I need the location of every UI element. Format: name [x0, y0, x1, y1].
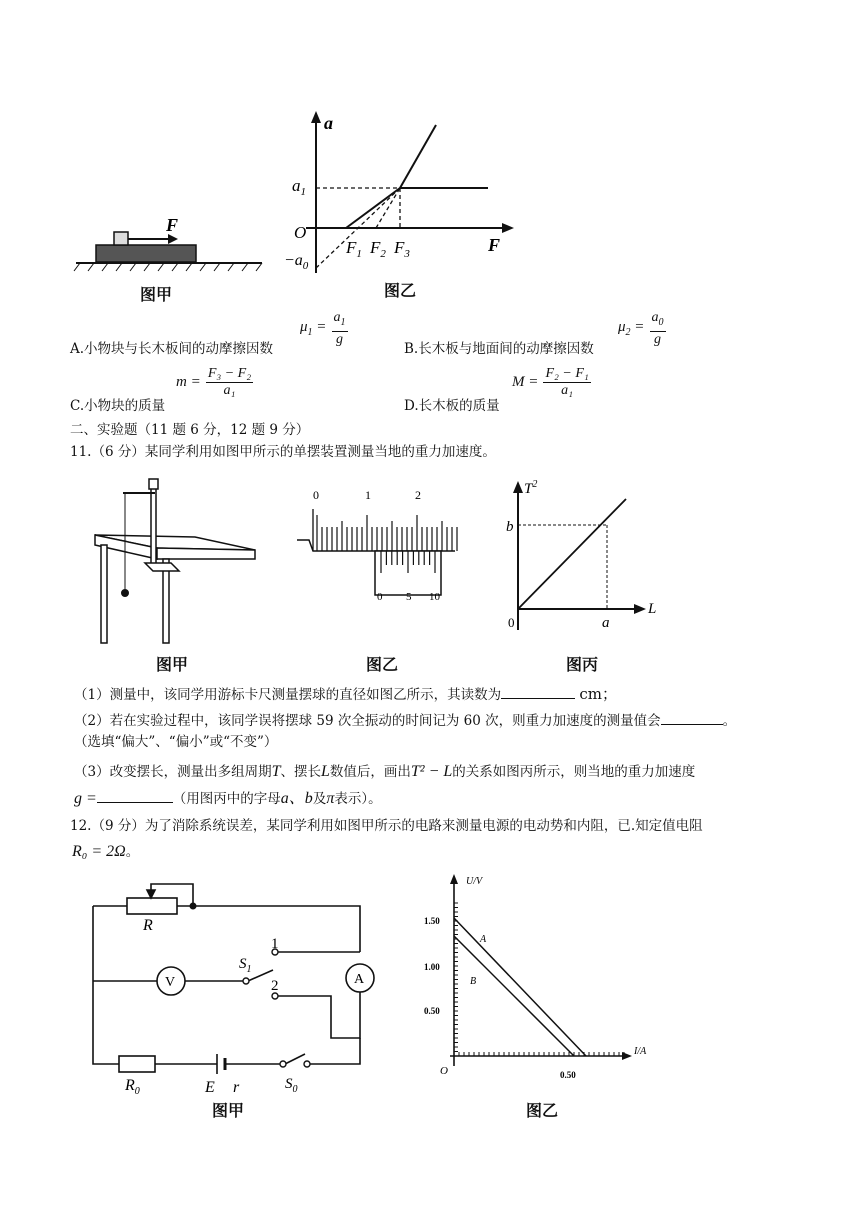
fig-jia-caption: 图甲 [140, 285, 173, 304]
x-axis-arrow [502, 223, 514, 233]
q11-part1: （1）测量中，该同学用游标卡尺测量摆球的直径如图乙所示，其读数为 cm； [74, 685, 618, 703]
q12-r0: R₀ = 2Ω。 [72, 843, 140, 860]
line-B-label: B [470, 976, 477, 987]
s0-pivot-dot [280, 1061, 286, 1067]
stand-clamp [149, 479, 158, 489]
x-axis-label: L [648, 601, 657, 617]
line-B [454, 936, 574, 1056]
q12-fig-yi-caption: 图乙 [526, 1101, 559, 1120]
y-tick-100: 1.00 [424, 962, 440, 972]
q11-part3-line2: g = （用图丙中的字母a、b及π表示）。 [74, 790, 382, 807]
y-axis-arrow [450, 874, 458, 884]
u-i-graph [420, 868, 660, 1088]
vernier-10: 10 [429, 591, 440, 603]
label-A: A [354, 972, 365, 987]
label-R0: $R_0$ [125, 1077, 140, 1097]
y-axis-label: U/V [466, 876, 483, 887]
label-E: E [205, 1079, 215, 1096]
option-a-formula: $\mu_1$ = $\frac{a_1}{g}$ [300, 310, 346, 347]
label-R: R [143, 917, 153, 934]
option-d-text: D.长木板的质量 [404, 398, 500, 414]
label-2: 2 [271, 978, 279, 994]
q12-fig-jia-caption: 图甲 [212, 1101, 245, 1120]
option-a-text: A.小物块与长木板间的动摩擦因数 [70, 341, 274, 357]
x-axis-label: F [488, 235, 501, 255]
f2-label: $F_2$ [370, 238, 386, 260]
section-heading: 二、实验题（11 题 6 分，12 题 9 分） [70, 422, 310, 438]
option-b-formula: $\mu_2$ = $\frac{a_0}{g}$ [618, 310, 664, 347]
q12-stem: 12.（9 分）为了消除系统误差，某同学利用如图甲所示的电路来测量电源的电动势和内阻，已.知定值电阻 [70, 818, 703, 834]
s0-contact-dot [304, 1061, 310, 1067]
answer-blank-2[interactable] [661, 710, 723, 725]
x-axis-label: I/A [634, 1046, 647, 1057]
table-side [157, 548, 255, 559]
option-c-formula: m = $\frac{\text{F₃ − F₂}}{\text{a₁}}$ [176, 366, 252, 398]
q11-part2-note: （选填“偏大”、“偏小”或“不变”） [74, 734, 278, 750]
switch-s0-blade [285, 1054, 305, 1064]
rheostat-R [127, 898, 177, 914]
option-d-formula: M = $\frac{\text{F₂ − F₁}}{\text{a₁}}$ [512, 366, 589, 398]
vernier-caliper-figure [295, 485, 470, 610]
y-axis-label: a [324, 113, 333, 133]
long-board [96, 245, 196, 262]
a-f-graph [280, 105, 520, 275]
wire-contact-2 [277, 992, 360, 1038]
y-tick-150: 1.50 [424, 916, 440, 926]
pendulum-bob [121, 589, 129, 597]
line-A-label: A [480, 934, 487, 945]
q11-fig-jia-caption: 图甲 [156, 655, 189, 674]
vernier-0: 0 [377, 591, 383, 603]
force-label: F [166, 215, 179, 235]
q11-fig-yi-caption: 图乙 [366, 655, 399, 674]
label-S0: $S_0$ [285, 1076, 298, 1095]
neg-a0-label: $-a_0$ [284, 252, 309, 272]
stand-base [145, 563, 179, 571]
force-arrowhead [168, 234, 178, 244]
y-axis-arrow [513, 481, 523, 493]
q11-part3: （3）改变摆长，测量出多组周期T、摆长L数值后，画出T² − L的关系如图丙所示，则当地的重力加速度 [74, 763, 696, 780]
wire-bottom-right [309, 1038, 360, 1064]
q11-fig-bing-caption: 图丙 [566, 655, 599, 674]
block-line-segment [346, 188, 400, 228]
rheostat-slider-arrow [147, 890, 155, 898]
main-scale-ticks [317, 515, 457, 551]
line-A [454, 918, 586, 1056]
small-block [114, 232, 128, 245]
circuit-diagram [85, 878, 385, 1097]
label-V: V [165, 975, 176, 990]
answer-blank-3[interactable] [97, 788, 173, 803]
wire-top-right [177, 906, 360, 952]
t2-l-graph [500, 475, 670, 635]
origin-label: 0 [508, 615, 515, 630]
q11-part2: （2）若在实验过程中，该同学误将摆球 59 次全振动的时间记为 60 次，则重力加速度的测量值会 。 [74, 710, 736, 731]
label-r: r [233, 1079, 240, 1096]
joint-line [400, 125, 436, 188]
b-label: b [506, 519, 514, 535]
a-label: a [602, 615, 610, 631]
a1-label: $a_1$ [292, 176, 306, 198]
pendulum-apparatus-figure [95, 475, 255, 645]
x-tick-050: 0.50 [560, 1070, 576, 1080]
ground-hatch [74, 263, 262, 271]
x-axis-arrow [634, 604, 646, 614]
table-leg-left [101, 545, 107, 643]
origin-label: O [294, 223, 307, 242]
junction-dot [190, 903, 197, 910]
wire-left [93, 906, 119, 1064]
fig-yi-caption: 图乙 [384, 281, 417, 300]
answer-blank-1[interactable] [501, 684, 575, 699]
origin-label: O [440, 1065, 448, 1077]
option-c-text: C.小物块的质量 [70, 398, 166, 414]
f3-label: $F_3$ [394, 238, 410, 260]
y-axis-label: $T^2$ [524, 479, 538, 497]
y-tick-050: 0.50 [424, 1006, 440, 1016]
stand-rod [151, 485, 156, 565]
main-scale-body [297, 540, 455, 551]
resistor-R0 [119, 1056, 155, 1072]
q11-stem: 11.（6 分）某同学利用如图甲所示的单摆装置测量当地的重力加速度。 [70, 444, 496, 460]
main-scale-2: 2 [415, 488, 421, 502]
t2-l-line [518, 499, 626, 609]
main-scale-1: 1 [365, 488, 371, 502]
s1-pivot-dot [243, 978, 249, 984]
main-scale-0: 0 [313, 488, 319, 502]
f1-label: $F_1$ [346, 238, 362, 260]
label-S1: $S_1$ [239, 956, 252, 975]
option-b-text: B.长木板与地面间的动摩擦因数 [404, 341, 594, 357]
vernier-5: 5 [406, 591, 412, 603]
y-axis-arrow [311, 111, 321, 123]
label-1: 1 [271, 936, 279, 952]
switch-s1-blade [248, 970, 273, 981]
